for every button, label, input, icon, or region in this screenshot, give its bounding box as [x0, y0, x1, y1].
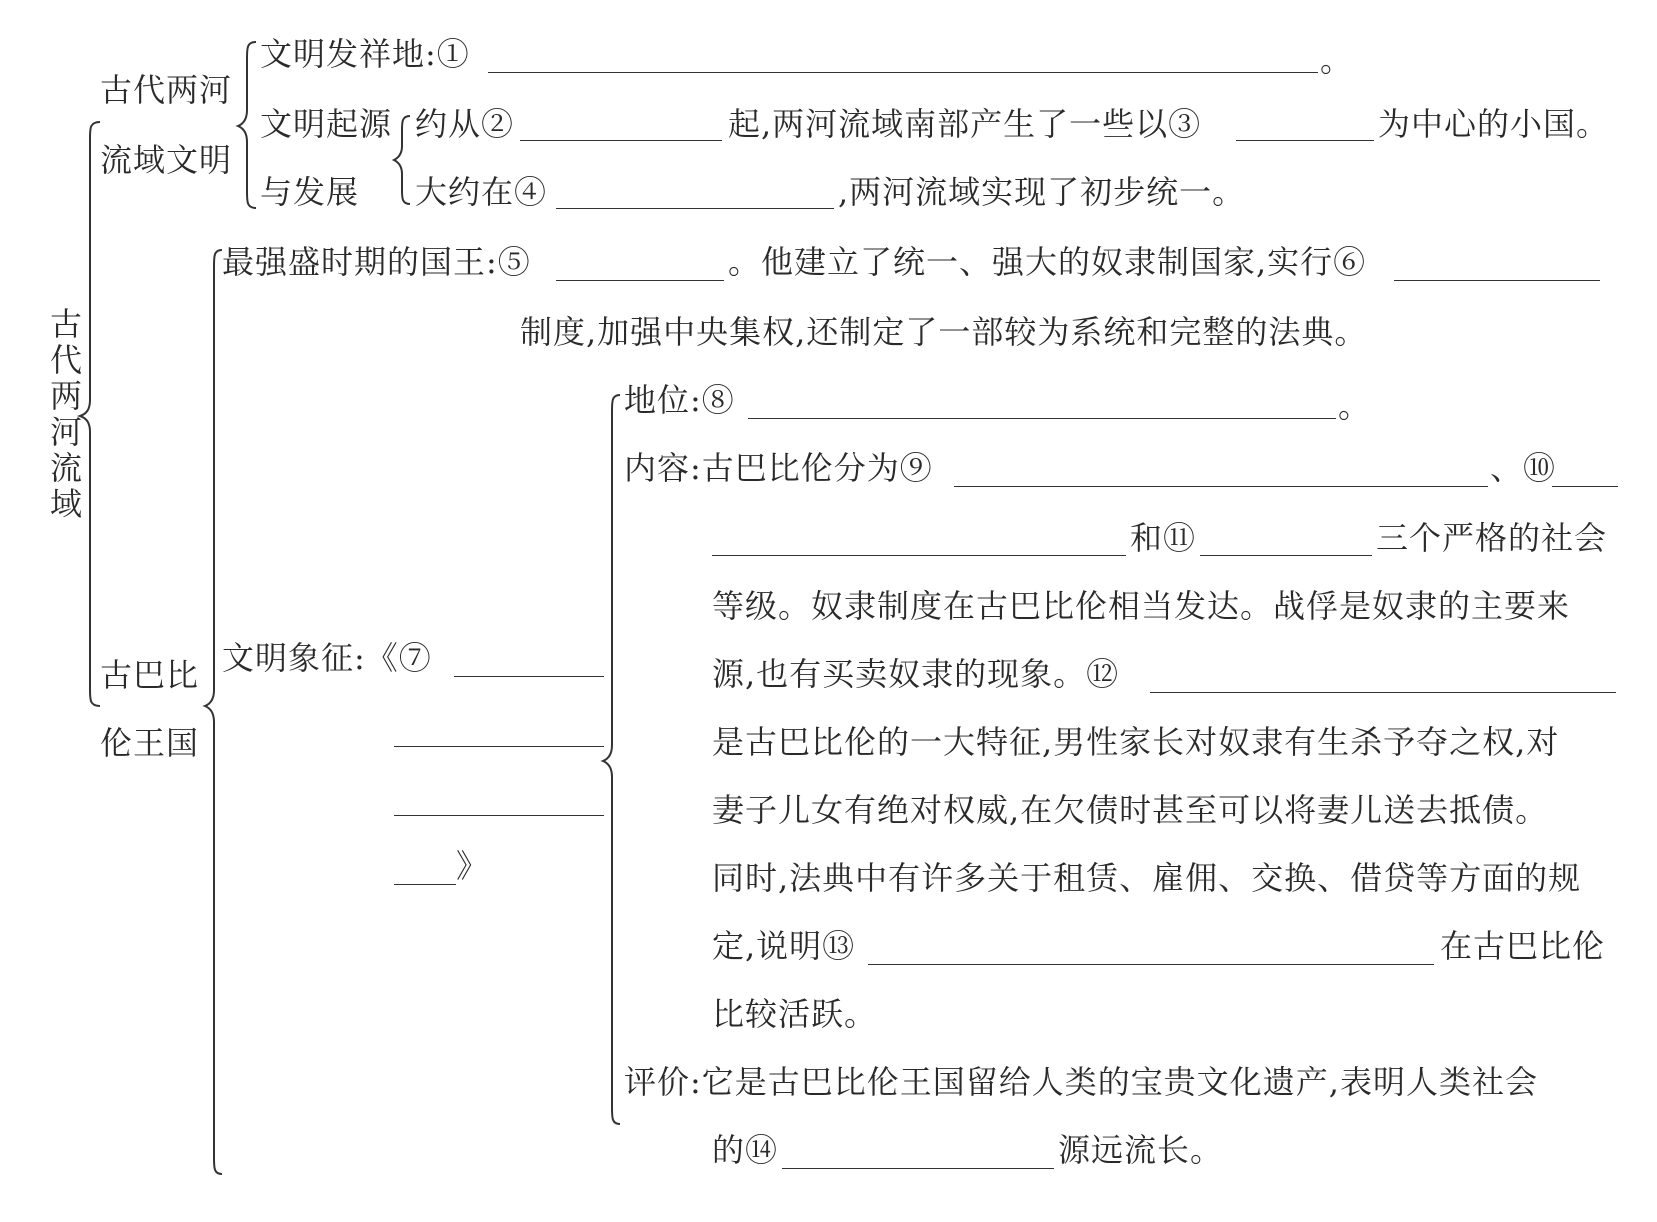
sec1-title-line1: 古代两河	[100, 71, 233, 109]
blank-10b[interactable]	[712, 555, 1126, 556]
content-g: 是古巴比伦的一大特征,男性家长对奴隶有生杀予夺之权,对	[712, 723, 1560, 761]
birthplace-end: 。	[1320, 41, 1354, 79]
origin-row3-a: 大约在④	[415, 173, 548, 211]
origin-row3-b: ,两河流域实现了初步统一。	[838, 173, 1246, 211]
eval-b: 的⑭	[712, 1131, 779, 1169]
content-j: 定,说明⑬	[712, 927, 856, 965]
birthplace-label: 文明发祥地:①	[260, 35, 470, 73]
content-i: 同时,法典中有许多关于租赁、雇佣、交换、借贷等方面的规	[712, 859, 1582, 897]
blank-5[interactable]	[556, 280, 724, 281]
content-b: 、⑩	[1490, 449, 1557, 487]
sec2-title-line1: 古巴比	[100, 656, 200, 694]
content-c: 和⑪	[1130, 519, 1197, 557]
content-h: 妻子儿女有绝对权威,在欠债时甚至可以将妻儿送去抵债。	[712, 791, 1549, 829]
blank-7b[interactable]	[394, 746, 604, 747]
king-text-c: 制度,加强中央集权,还制定了一部较为系统和完整的法典。	[520, 313, 1368, 351]
origin-row2-c: 为中心的小国。	[1378, 105, 1610, 143]
blank-6[interactable]	[1394, 280, 1600, 281]
origin-row2-a: 约从②	[415, 105, 515, 143]
status-end: 。	[1338, 387, 1372, 425]
content-a: 内容:古巴比伦分为⑨	[624, 449, 933, 487]
sec1-brace	[238, 42, 256, 208]
blank-14[interactable]	[782, 1168, 1054, 1169]
symbol-brace	[603, 395, 620, 1124]
blank-2[interactable]	[520, 140, 722, 141]
status-label: 地位:⑧	[624, 381, 735, 419]
content-k: 在古巴比伦	[1440, 927, 1606, 965]
root-title: 古代两河流域	[49, 305, 82, 523]
origin-brace	[394, 116, 410, 204]
blank-11[interactable]	[1200, 555, 1372, 556]
blank-7c[interactable]	[394, 815, 604, 816]
origin-label-line2: 与发展	[260, 173, 360, 211]
blank-1[interactable]	[488, 72, 1318, 73]
symbol-label: 文明象征:《⑦	[222, 639, 432, 677]
blank-3[interactable]	[1236, 140, 1374, 141]
sec2-brace	[205, 250, 222, 1174]
eval-c: 源远流长。	[1058, 1131, 1224, 1169]
blank-9[interactable]	[954, 486, 1488, 487]
content-d: 三个严格的社会	[1376, 519, 1608, 557]
blank-7d[interactable]	[394, 884, 456, 885]
blank-4[interactable]	[556, 208, 834, 209]
blank-13[interactable]	[868, 964, 1434, 965]
eval-a: 评价:它是古巴比伦王国留给人类的宝贵文化遗产,表明人类社会	[624, 1063, 1538, 1101]
blank-8[interactable]	[748, 418, 1336, 419]
blank-10a[interactable]	[1552, 486, 1618, 487]
content-e: 等级。奴隶制度在古巴比伦相当发达。战俘是奴隶的主要来	[712, 587, 1571, 625]
blank-12[interactable]	[1150, 692, 1616, 693]
symbol-end: 》	[456, 847, 490, 885]
origin-label-line1: 文明起源	[260, 105, 393, 143]
blank-7a[interactable]	[454, 676, 604, 677]
sec2-title-line2: 伦王国	[100, 724, 200, 762]
king-label: 最强盛时期的国王:⑤	[222, 243, 531, 281]
origin-row2-b: 起,两河流域南部产生了一些以③	[728, 105, 1202, 143]
sec1-title-line2: 流域文明	[100, 141, 233, 179]
king-text-b: 。他建立了统一、强大的奴隶制国家,实行⑥	[728, 243, 1367, 281]
content-f: 源,也有买卖奴隶的现象。⑫	[712, 655, 1120, 693]
content-l: 比较活跃。	[712, 995, 878, 1033]
